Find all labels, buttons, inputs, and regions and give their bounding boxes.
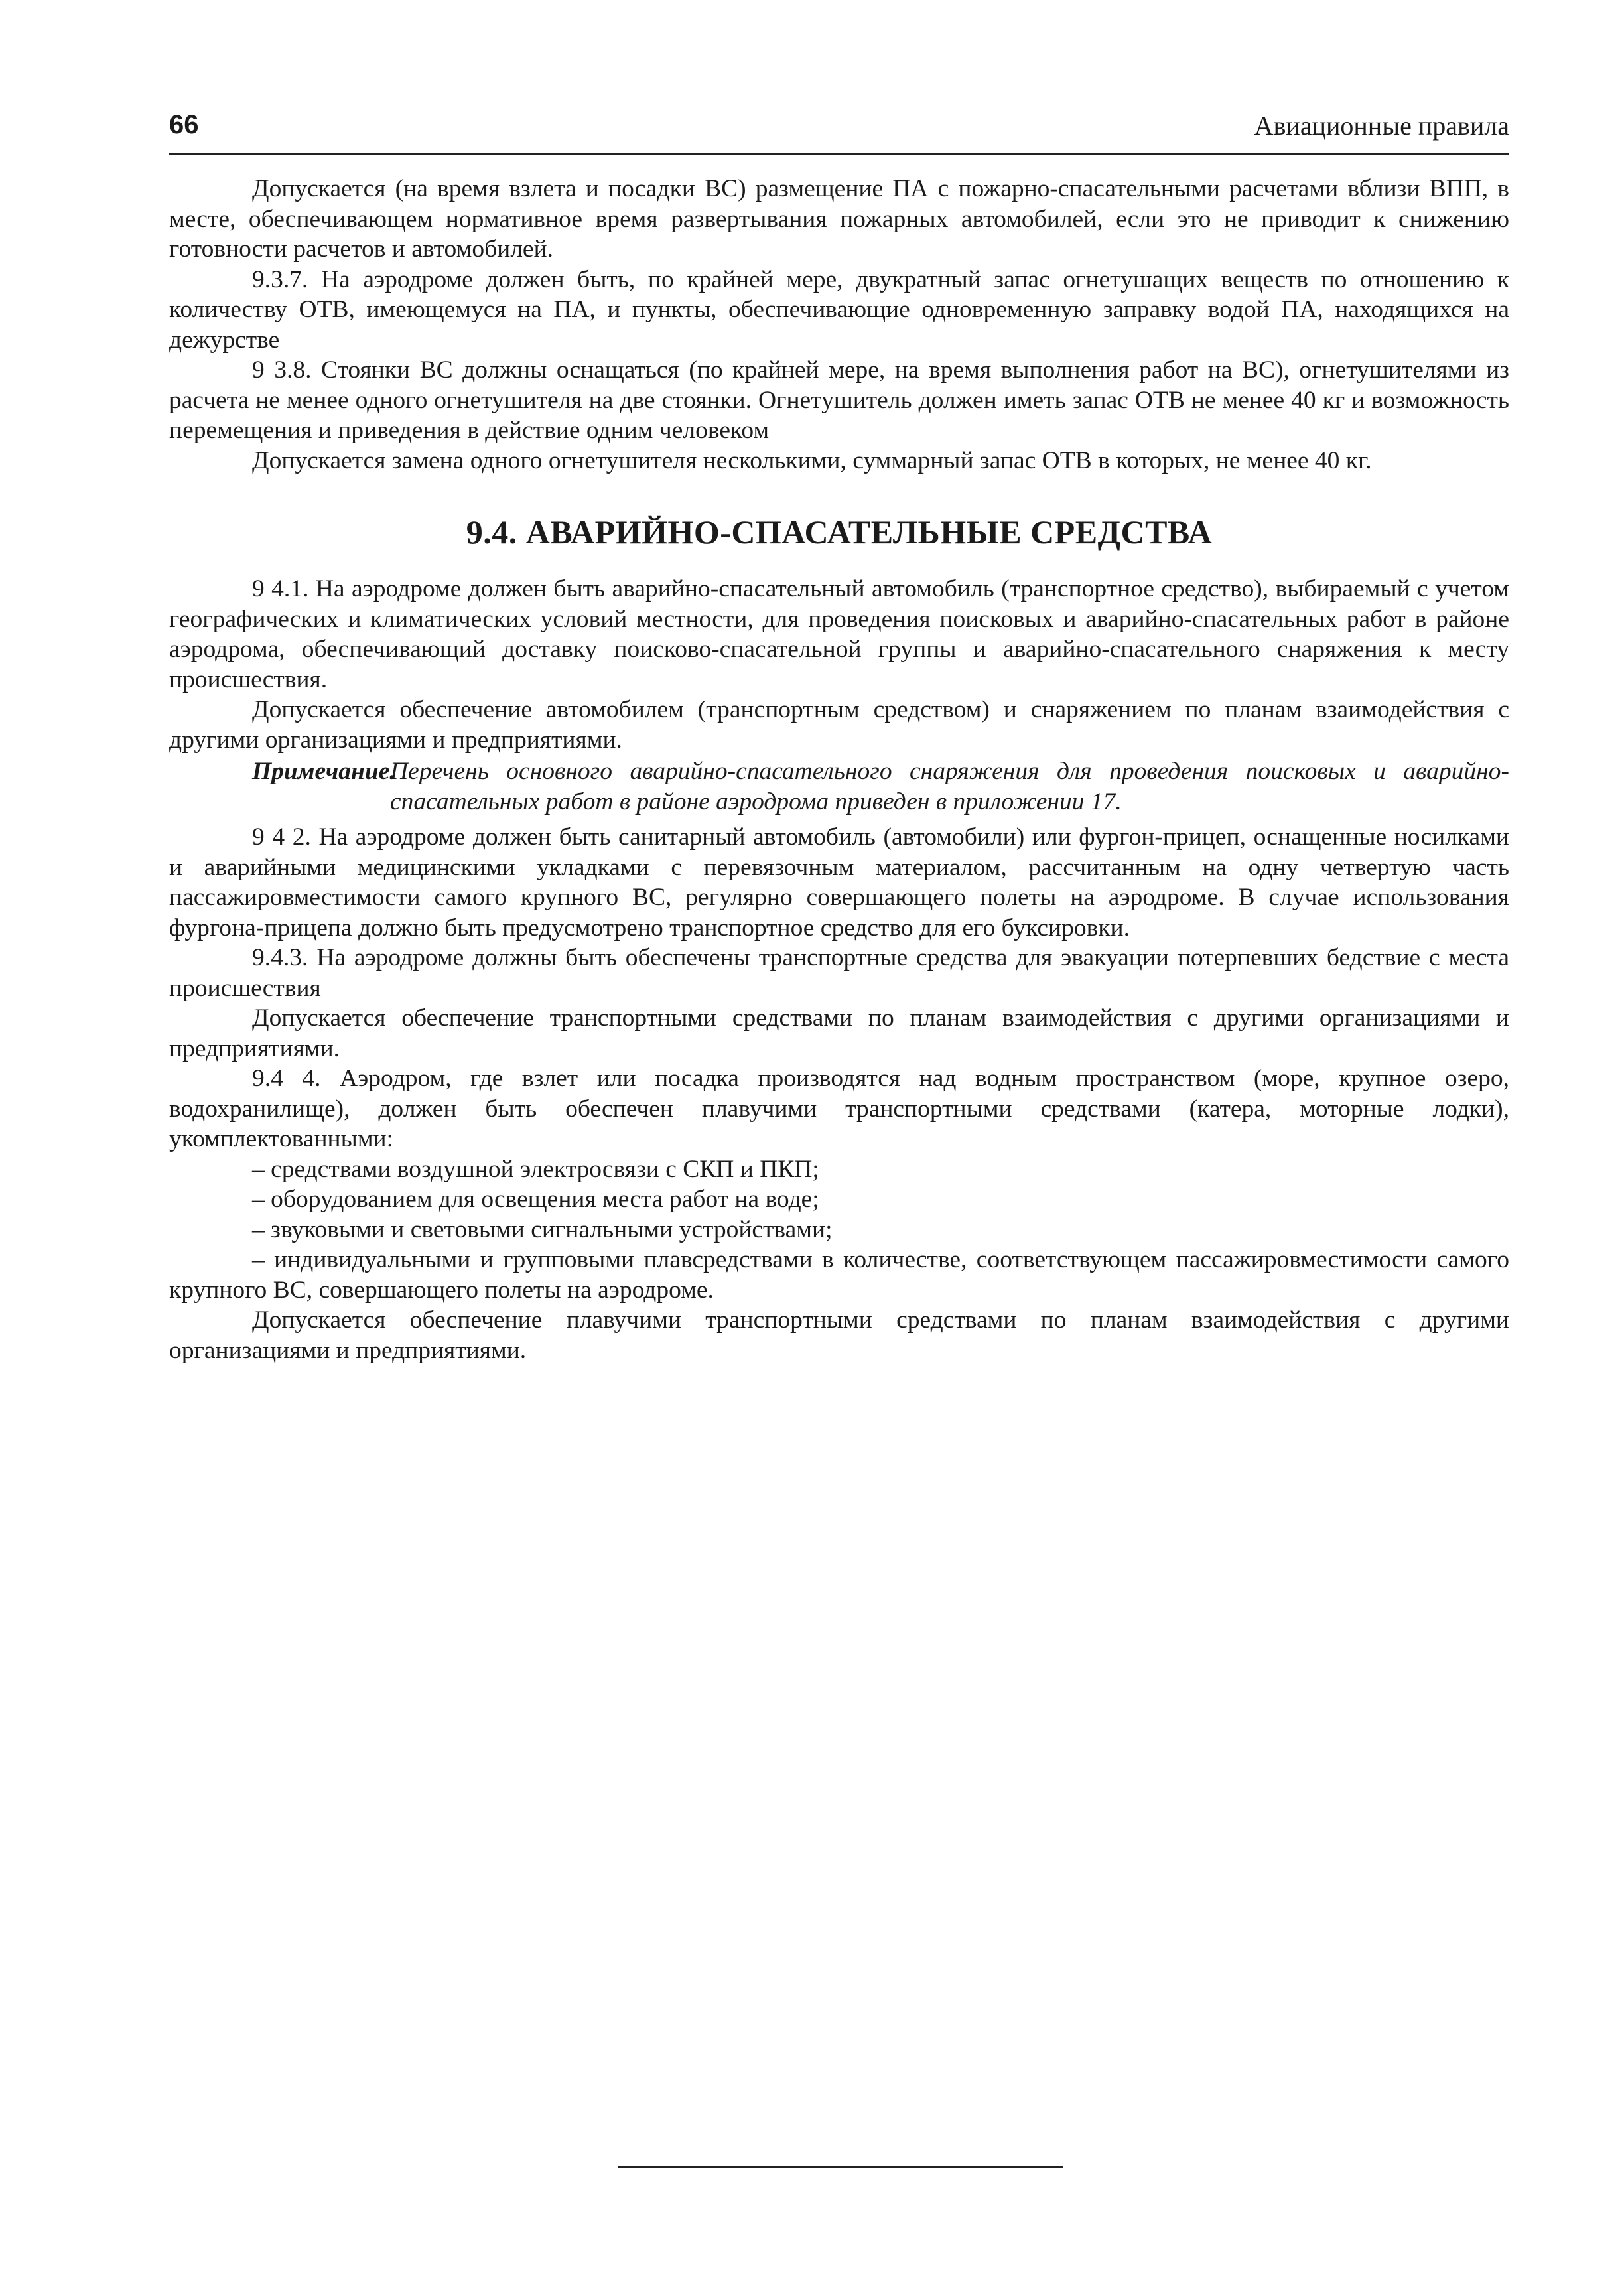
paragraph-9-4-3: 9.4.3. На аэродроме должны быть обеспечены транспортные средства для эвакуации потерпевших бедствие с места происшествия bbox=[169, 944, 1509, 1002]
paragraph: Допускается обеспечение автомобилем (транспортным средством) и снаряжением по планам взаимодействия с другими организациями и предприятиями. bbox=[169, 696, 1509, 754]
equipment-list bbox=[169, 1154, 1509, 1306]
paragraph: Допускается (на время взлета и посадки ВС) размещение ПА с пожарно-спасательными расчетами вблизи ВПП, в месте, обеспечивающем нормативное время развертывания пожарных автомобилей, если это не приводит к снижению готовности расчетов и автомобилей. bbox=[169, 175, 1509, 263]
paragraph-9-4-4: 9.4 4. Аэродром, где взлет или посадка производятся над водным пространством (море, крупное озеро, водохранилище), должен быть обеспечен плавучими транспортными средствами (катера, моторные лодки), укомплектованными: bbox=[169, 1065, 1509, 1152]
paragraph-9-4-2: 9 4 2. На аэродроме должен быть санитарный автомобиль (автомобили) или фургон-прицеп, оснащенные носилками и аварийными медицинскими укладками с перевязочным материалом, рассчитанным на одну четвертую часть пассажировместимости самого крупного ВС, регулярно совершающего полеты на аэродроме. В случае использования фургона-прицепа должно быть предусмотрено транспортное средство для его буксировки. bbox=[169, 823, 1509, 941]
paragraph-9-3-8: 9 3.8. Стоянки ВС должны оснащаться (по крайней мере, на время выполнения работ на ВС), огнетушителями из расчета не менее одного огнетушителя на две стоянки. Огнетушитель должен иметь запас ОТВ не менее 40 кг и возможность перемещения и приведения в действие одним человеком bbox=[169, 356, 1509, 444]
note-label: Примечание. bbox=[252, 758, 396, 785]
note-block bbox=[169, 756, 1509, 817]
document-body bbox=[169, 174, 1509, 1365]
note-text: Перечень основного аварийно-спасательного снаряжения для проведения поисковых и аварийно-спасательных работ в районе аэродрома приведен в приложении 17. bbox=[390, 758, 1509, 815]
list-item: – средствами воздушной электросвязи с СКП и ПКП; bbox=[169, 1154, 1509, 1185]
document-page bbox=[169, 100, 1509, 1365]
list-item: – звуковыми и световыми сигнальными устройствами; bbox=[169, 1215, 1509, 1245]
page-number: 66 bbox=[169, 110, 199, 139]
page-header bbox=[169, 100, 1509, 155]
section-title: 9.4. АВАРИЙНО-СПАСАТЕЛЬНЫЕ СРЕДСТВА bbox=[466, 514, 1213, 551]
header-rule bbox=[169, 153, 1509, 155]
paragraph: Допускается обеспечение транспортными средствами по планам взаимодействия с другими организациями и предприятиями. bbox=[169, 1005, 1509, 1062]
running-title: Авиационные правила bbox=[1254, 111, 1509, 141]
paragraph-9-4-1: 9 4.1. На аэродроме должен быть аварийно-спасательный автомобиль (транспортное средство), выбираемый с учетом географических и климатических условий местности, для проведения поисковых и аварийно-спасательных работ в районе аэродрома, обеспечивающий доставку поисково-спасательной группы и аварийно-спасательного снаряжения к месту происшествия. bbox=[169, 575, 1509, 693]
list-item: – индивидуальными и групповыми плавсредствами в количестве, соответствующем пассажировместимости самого крупного ВС, совершающего полеты на аэродроме. bbox=[169, 1245, 1509, 1305]
closing-paragraph: Допускается обеспечение плавучими транспортными средствами по планам взаимодействия с другими организациями и предприятиями. bbox=[169, 1306, 1509, 1364]
paragraph-9-3-7: 9.3.7. На аэродроме должен быть, по крайней мере, двукратный запас огнетушащих веществ по отношению к количеству ОТВ, имеющемуся на ПА, и пункты, обеспечивающие одновременную заправку водой ПА, находящихся на дежурстве bbox=[169, 265, 1509, 354]
paragraph: Допускается замена одного огнетушителя несколькими, суммарный запас ОТВ в которых, не менее 40 кг. bbox=[252, 447, 1372, 474]
end-rule bbox=[618, 2166, 1063, 2168]
list-item: – оборудованием для освещения места работ на воде; bbox=[169, 1184, 1509, 1215]
